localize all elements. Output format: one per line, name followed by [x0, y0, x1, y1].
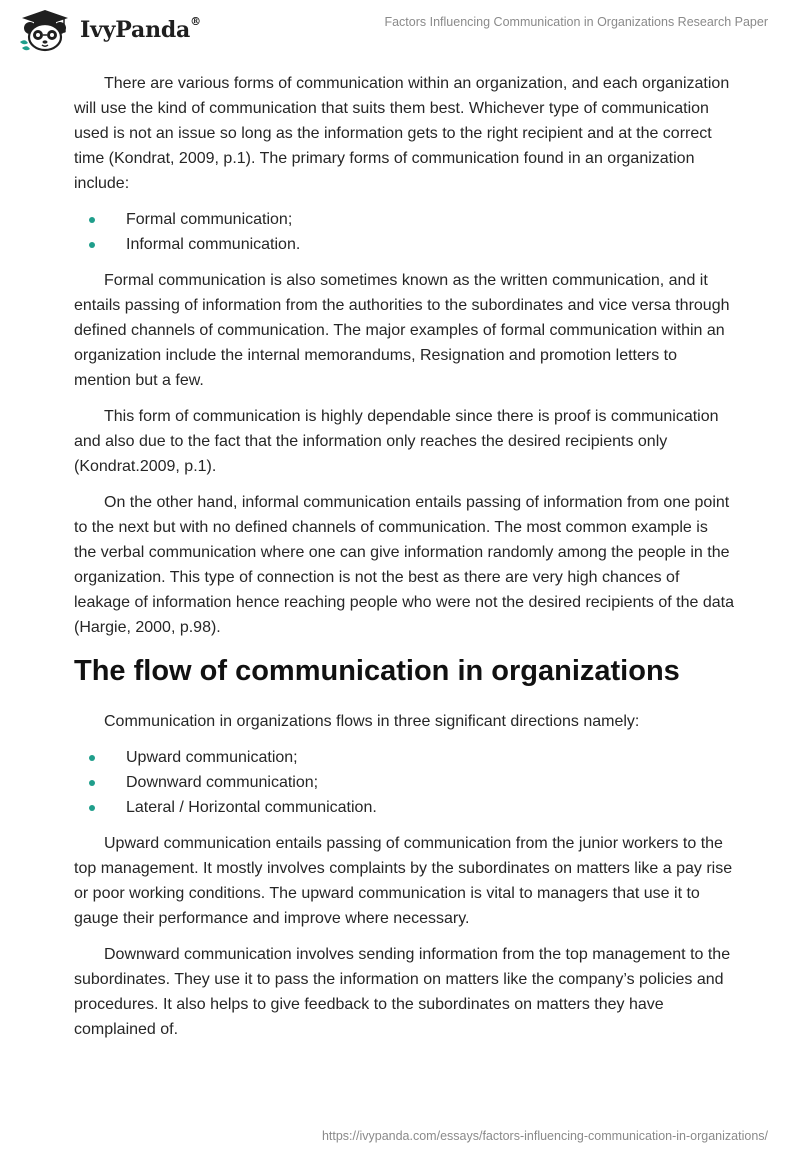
- list-item: Lateral / Horizontal communication.: [74, 795, 734, 820]
- bullet-icon: [89, 242, 95, 248]
- list-item: Upward communication;: [74, 745, 734, 770]
- panda-graduate-icon: [16, 8, 74, 52]
- paragraph: On the other hand, informal communication entails passing of information from one point to the next but with no defined channels of communication. The most common example is the verbal communication where one can give information randomly among the people in the organization. This type of connection is not the best as there are very high chances of leakage of information hence reaching people who were not the desired recipients of the data (Hargie, 2000, p.98).: [74, 494, 734, 636]
- bullet-icon: [89, 780, 95, 786]
- page-header: [0, 0, 800, 64]
- list-item: Formal communication;: [74, 207, 734, 232]
- paragraph: Communication in organizations flows in three significant directions namely:: [104, 713, 640, 730]
- paragraph: Upward communication entails passing of communication from the junior workers to the top management. It mostly involves complaints by the subordinates on matters like a pay rise or poor working conditions. The upward communication is vital to managers that use it to gauge their performance and improve where necessary.: [74, 835, 733, 927]
- directions-list: [74, 745, 734, 820]
- list-item: Informal communication.: [74, 232, 734, 257]
- section-heading: The flow of communication in organizations: [74, 655, 680, 687]
- article-body: [74, 71, 734, 1053]
- paragraph: Formal communication is also sometimes known as the written communication, and it entails passing of information from the authorities to the subordinates and vice versa through defined channels of communication. The major examples of formal communication within an organization include the internal memorandums, Resignation and promotion letters to mention but a few.: [74, 272, 730, 389]
- brand-name: IvyPanda®: [80, 15, 201, 43]
- bullet-icon: [89, 755, 95, 761]
- brand-logo[interactable]: [16, 8, 201, 52]
- registered-mark: ®: [190, 15, 201, 28]
- paragraph: This form of communication is highly dependable since there is proof is communication and also due to the fact that the information only reaches the desired recipients only (Kondrat.2009, p.1).: [74, 408, 719, 475]
- list-item: Downward communication;: [74, 770, 734, 795]
- bullet-icon: [89, 805, 95, 811]
- paragraph: Downward communication involves sending information from the top management to the subordinates. They use it to pass the information on matters like the company’s policies and procedures. It also helps to give feedback to the subordinates on matters they have complained of.: [74, 946, 731, 1038]
- document-title: Factors Influencing Communication in Organizations Research Paper: [384, 15, 768, 29]
- bullet-icon: [89, 217, 95, 223]
- source-url[interactable]: https://ivypanda.com/essays/factors-influencing-communication-in-organizations/: [321, 1129, 768, 1143]
- forms-list: [74, 207, 734, 257]
- paragraph: There are various forms of communication within an organization, and each organization will use the kind of communication that suits them best. Whichever type of communication used is not an issue so long as the information gets to the right recipient and at the correct time (Kondrat, 2009, p.1). The primary forms of communication found in an organization include:: [74, 75, 730, 192]
